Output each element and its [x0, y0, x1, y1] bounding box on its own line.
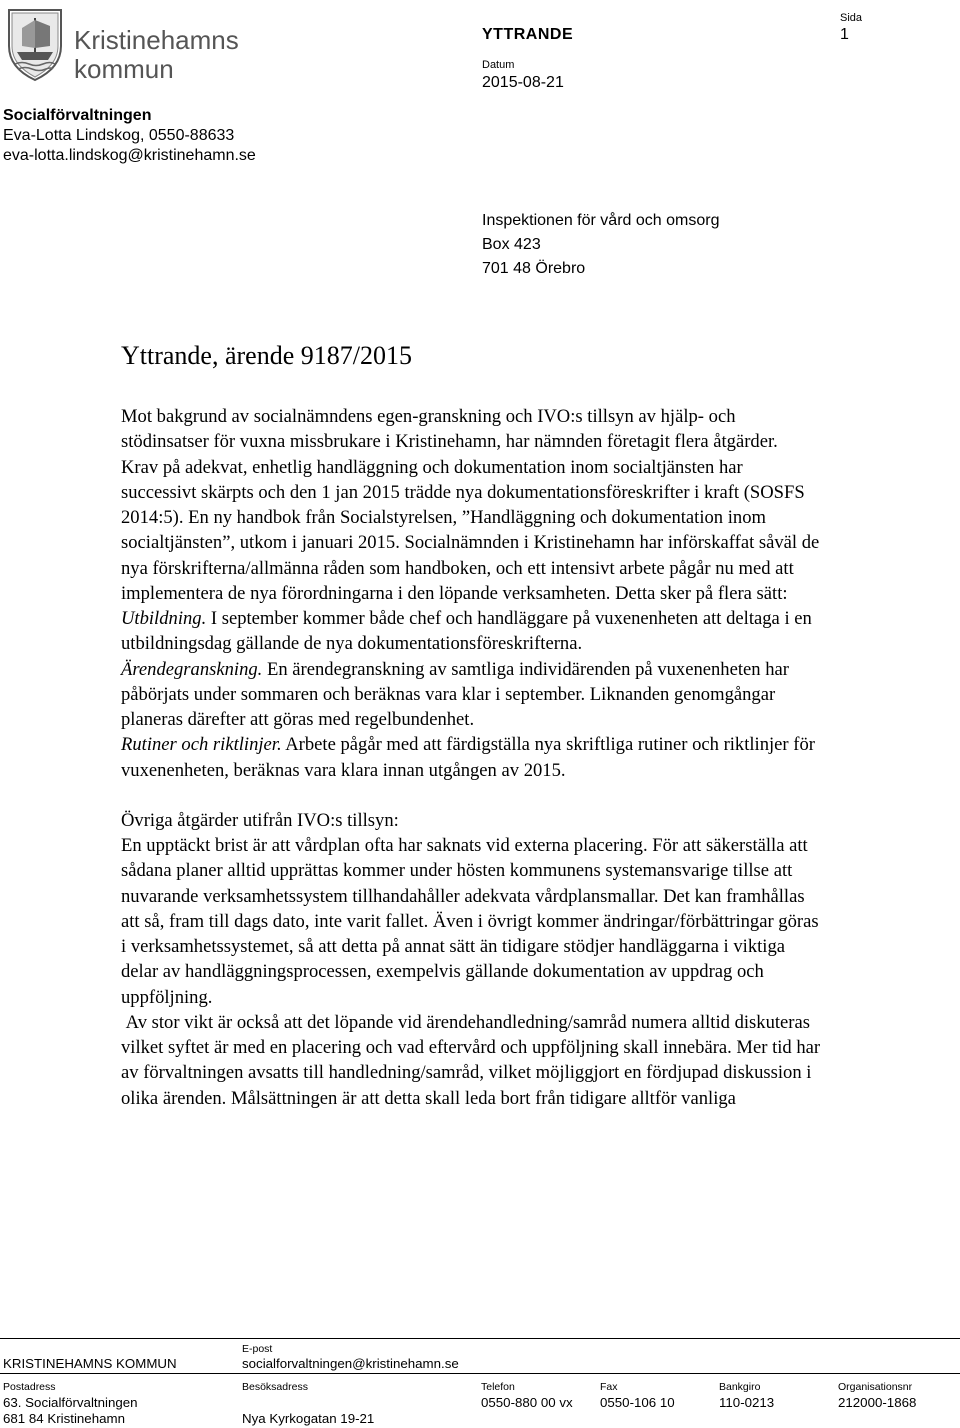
list-item-routines [121, 732, 821, 783]
recipient-city: 701 48 Örebro [482, 260, 586, 277]
document-date: 2015-08-21 [482, 74, 564, 91]
footer-fax: 0550-106 10 [600, 1395, 675, 1410]
footer-email-label: E-post [242, 1343, 273, 1355]
logo-text-line2: kommun [74, 54, 174, 84]
item-label-training: Utbildning. [121, 608, 207, 629]
footer-org-name: KRISTINEHAMNS KOMMUN [3, 1356, 177, 1371]
footer-phone: 0550-880 00 vx [481, 1395, 573, 1410]
recipient-name: Inspektionen för vård och omsorg [482, 212, 720, 229]
footer-phone-label: Telefon [481, 1381, 515, 1393]
footer-divider-top [0, 1338, 960, 1339]
list-item-training [121, 606, 821, 657]
municipality-logo [6, 6, 251, 86]
page-label: Sida [840, 12, 863, 24]
footer-visit-label: Besöksadress [242, 1381, 308, 1393]
document-title: Yttrande, ärende 9187/2015 [121, 341, 412, 370]
logo-text-line1: Kristinehamns [74, 25, 239, 55]
sender-department: Socialförvaltningen [3, 107, 152, 124]
document-type: YTTRANDE [482, 26, 574, 43]
footer-divider-bottom [0, 1373, 960, 1374]
document-body [121, 404, 825, 1111]
footer-email[interactable]: socialforvaltningen@kristinehamn.se [242, 1356, 459, 1371]
footer-fax-label: Fax [600, 1381, 618, 1393]
item-text-review: En ärendegranskning av samtliga individärenden på vuxenenheten har påbörjats under sommaren och beräknas vara klar i september. Liknanden genomgångar planeras därefter att göras med regelbundenhet. [121, 658, 789, 730]
footer-bankgiro-label: Bankgiro [719, 1381, 761, 1393]
footer-postal-label: Postadress [3, 1381, 56, 1393]
recipient-box: Box 423 [482, 236, 541, 253]
footer-postal-line2: 681 84 Kristinehamn [3, 1411, 125, 1426]
page-number: 1 [840, 26, 849, 43]
ship-crest-icon [6, 6, 64, 82]
footer-postal-line1: 63. Socialförvaltningen [3, 1395, 138, 1410]
list-item-review [121, 657, 821, 733]
paragraph-supervision: Av stor vikt är också att det löpande vid ärendehandledning/samråd numera alltid diskuteras vilket syftet är med en placering och vad eftervård och uppföljning skall innebära. Mer tid har av förvaltningen avsatts till handledning/samråd, vilket möjliggjort en fördjupad diskussion i olika ärenden. Målsättningen är att detta skall leda bort från tidigare alltför vanliga [121, 1011, 825, 1109]
sender-email[interactable]: eva-lotta.lindskog@kristinehamn.se [3, 147, 256, 164]
item-text-training: I september kommer både chef och handläggare på vuxenenheten att deltaga i en utbildningsdag gällande de nya dokumentationsföreskrifterna. [121, 608, 812, 655]
paragraph-care-plans: En upptäckt brist är att vårdplan ofta har saknats vid externa placering. För att säkerställa att sådana planer alltid upprättas kommer under hösten kommunens systemansvarige tillse att nuvarande verksamhetssystem tillhandahåller adekvata vårdplansmallar. Det kan framhållas att så, fram till dags dato, inte varit fallet. Även i övrigt kommer ändringar/förbättringar göras i verksamhetssystemet, så att detta på annat sätt än tidigare stödjer handläggarna i viktiga delar av handläggningsprocessen, exempelvis gällande dokumentation av uppdrag och uppföljning. [121, 835, 819, 1008]
subheading-other-measures: Övriga åtgärder utifrån IVO:s tillsyn: [121, 809, 399, 831]
footer-org-number: 212000-1868 [838, 1395, 917, 1410]
sender-contact: Eva-Lotta Lindskog, 0550-88633 [3, 127, 235, 144]
recipient-address [482, 209, 719, 281]
paragraph-requirements: Krav på adekvat, enhetlig handläggning och dokumentation inom socialtjänsten har successivt skärpts och den 1 jan 2015 trädde nya dokumentationsföreskrifter i kraft (SOSFS 2014:5). En ny handbok från Socialstyrelsen, ”Handläggning och dokumentation inom socialtjänsten”, utkom i januari 2015. Socialnämnden i Kristinehamn har införskaffat såväl de nya förskrifterna/allmänna råden som handboken, och ett intensivt arbete pågår nu med att implementera de nya förordningarna i den löpande verksamheten. Detta sker på flera sätt: [121, 456, 820, 604]
sender-block [3, 106, 256, 166]
item-label-review: Ärendegranskning. [121, 658, 263, 680]
footer-org-number-label: Organisationsnr [838, 1381, 913, 1393]
item-label-routines: Rutiner och riktlinjer. [121, 734, 282, 756]
footer-visit-address: Nya Kyrkogatan 19-21 [242, 1411, 375, 1426]
paragraph-background: Mot bakgrund av socialnämndens egen-granskning och IVO:s tillsyn av hjälp- och stödinsatser för vuxna missbrukare i Kristinehamn, har nämnden företagit flera åtgärder. [121, 406, 778, 453]
paragraph-spacer [121, 783, 821, 808]
footer-bankgiro: 110-0213 [719, 1395, 775, 1410]
item-text-routines: Arbete pågår med att färdigställa nya skriftliga rutiner och riktlinjer för vuxenenheten, beräknas vara klara innan utgången av 2015. [121, 734, 815, 781]
date-label: Datum [482, 59, 515, 71]
